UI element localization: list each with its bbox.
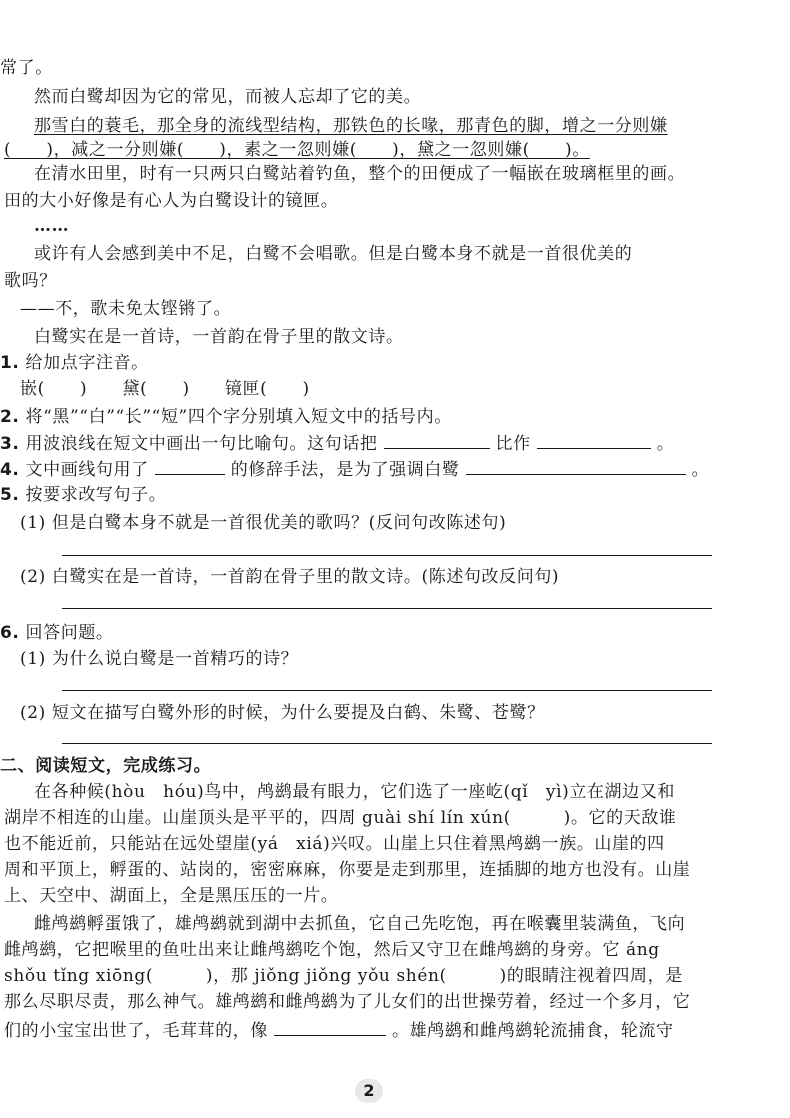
answer-line[interactable]: [62, 608, 712, 609]
question-number: 1.: [0, 353, 20, 373]
passage-line: 田的大小好像是有心人为白鹭设计的镜匣。: [4, 191, 339, 211]
subquestion-5-2: (2) 白鹭实在是一首诗，一首韵在骨子里的散文诗。(陈述句改反问句): [20, 567, 560, 587]
question-number: 6.: [0, 623, 20, 643]
passage-line: 也不能近前，只能站在远处望崖(yá xiá)兴叹。山崖上只住着黑鸬鹚一族。山崖的四: [4, 834, 665, 854]
question-text: 按要求改写句子。: [25, 485, 167, 505]
answer-line[interactable]: [62, 690, 712, 691]
question-1: [0, 352, 149, 374]
question-text: 。: [656, 434, 675, 454]
passage-line: ——不，歌未免太铿锵了。: [20, 299, 232, 319]
passage-line: 那么尽职尽责，那么神气。雄鸬鹚和雌鸬鹚为了儿女们的出世操劳着，经过一个多月，它: [4, 992, 691, 1012]
passage-line: 雌鸬鹚，它把喉里的鱼吐出来让雌鸬鹚吃个饱，然后又守卫在雌鸬鹚的身旁。它 áng: [4, 940, 660, 960]
answer-blank[interactable]: [274, 1019, 386, 1036]
passage-line: 在清水田里，时有一只两只白鹭站着钓鱼，整个的田便成了一幅嵌在玻璃框里的画。: [34, 164, 686, 184]
question-text: 的修辞手法，是为了强调白鹭: [230, 460, 460, 480]
passage-line: shǒu tǐng xiōng( )，那 jiǒng jiǒng yǒu shén( )的眼睛注视着四周，是: [4, 966, 683, 986]
question-5: [0, 484, 166, 506]
question-text: 文中画线句用了: [25, 460, 149, 480]
passage-line: 或许有人会感到美中不足，白鹭不会唱歌。但是白鹭本身不就是一首很优美的: [34, 244, 633, 264]
passage-line: 周和平顶上，孵蛋的、站岗的，密密麻麻，你要是走到那里，连插脚的地方也没有。山崖: [4, 860, 691, 880]
subquestion-6-2: (2) 短文在描写白鹭外形的时候，为什么要提及白鹤、朱鹭、苍鹭？: [20, 703, 545, 723]
passage-line: 雌鸬鹚孵蛋饿了，雄鸬鹚就到湖中去抓鱼，它自己先吃饱，再在喉囊里装满鱼，飞向: [34, 914, 686, 934]
answer-line[interactable]: [62, 555, 712, 556]
passage-line: [4, 1019, 674, 1042]
question-3: [0, 432, 674, 455]
underlined-sentence-fill-blanks: ( )，减之一分则嫌( )，素之一忽则嫌( )，黛之一忽则嫌( )。: [4, 140, 590, 160]
passage-text: 们的小宝宝出世了，毛茸茸的，像: [4, 1021, 268, 1041]
question-number: 2.: [0, 407, 20, 427]
passage-line: 在各种候(hòu hóu)鸟中，鸬鹚最有眼力，它们选了一座屹(qǐ yì)立在湖边又和: [34, 782, 675, 802]
question-text: 比作: [495, 434, 531, 454]
question-number: 4.: [0, 460, 20, 480]
passage-line: 白鹭实在是一首诗，一首韵在骨子里的散文诗。: [34, 327, 404, 347]
question-4: [0, 458, 709, 481]
pinyin-fill-items[interactable]: 嵌( ) 黛( ) 镜匣( ): [20, 379, 310, 399]
question-text: 给加点字注音。: [25, 353, 149, 373]
question-text: 回答问题。: [25, 623, 114, 643]
subquestion-6-1: (1) 为什么说白鹭是一首精巧的诗？: [20, 649, 299, 669]
passage-line: 常了。: [0, 58, 53, 78]
underlined-sentence: 那雪白的蓑毛，那全身的流线型结构，那铁色的长喙，那青色的脚，增之一分则嫌: [34, 116, 668, 136]
passage-line: 湖岸不相连的山崖。山崖顶头是平平的，四周 guài shí lín xún( )。它的天敌谁: [4, 808, 677, 828]
passage-text: 。雄鸬鹚和雌鸬鹚轮流捕食，轮流守: [392, 1021, 674, 1041]
section-heading: 二、阅读短文，完成练习。: [0, 756, 212, 776]
passage-line: 歌吗？: [4, 271, 57, 291]
question-number: 5.: [0, 485, 20, 505]
question-number: 3.: [0, 434, 20, 454]
question-text: 将“黑”“白”“长”“短”四个字分别填入短文中的括号内。: [25, 407, 452, 427]
ellipsis: ……: [34, 216, 70, 236]
subquestion-5-1: (1) 但是白鹭本身不就是一首很优美的歌吗？(反问句改陈述句): [20, 513, 507, 533]
question-text: 。: [691, 460, 710, 480]
answer-blank[interactable]: [537, 432, 651, 449]
passage-line: 上、天空中、湖面上，全是黑压压的一片。: [4, 886, 339, 906]
answer-line[interactable]: [62, 743, 712, 744]
page-number: 2: [355, 1079, 383, 1103]
question-text: 用波浪线在短文中画出一句比喻句。这句话把: [25, 434, 378, 454]
question-2: [0, 406, 452, 428]
answer-blank[interactable]: [384, 432, 490, 449]
answer-blank[interactable]: [155, 458, 225, 475]
question-6: [0, 622, 114, 644]
passage-line: 然而白鹭却因为它的常见，而被人忘却了它的美。: [34, 87, 422, 107]
answer-blank[interactable]: [466, 458, 686, 475]
